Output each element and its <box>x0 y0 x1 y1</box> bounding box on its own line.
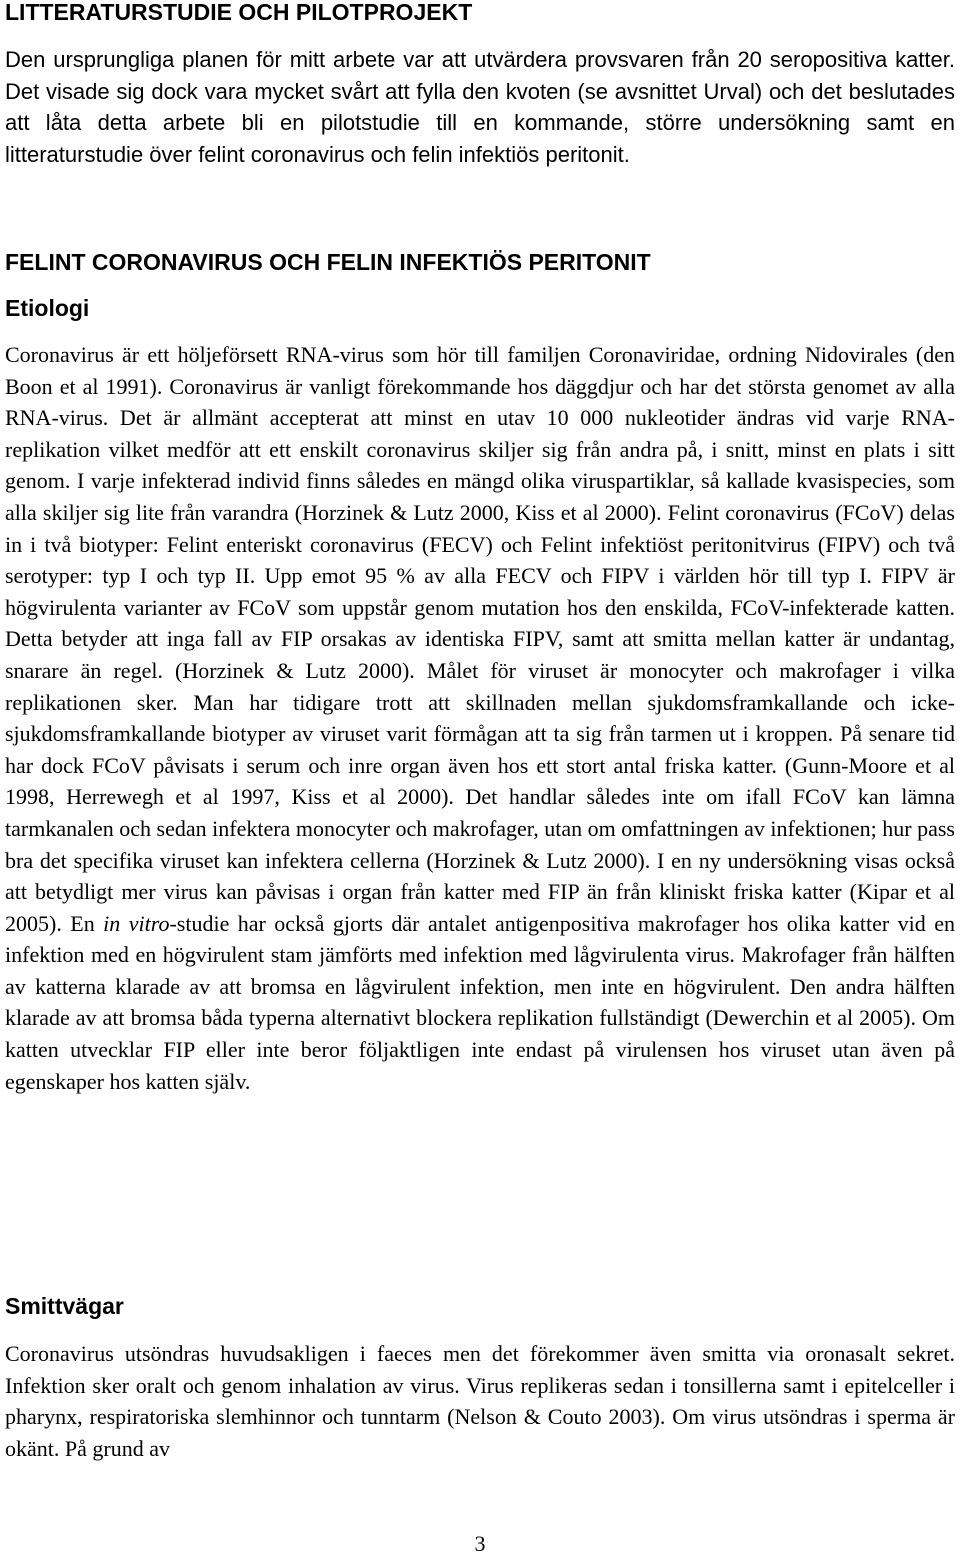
intro-paragraph: Den ursprungliga planen för mitt arbete var att utvärdera provsvaren från 20 seropositiva katter. Det visade sig dock vara mycket svårt att fylla den kvoten (se avsnittet Urval) och det beslutades att låta detta arbete bli en pilotstudie till en kommande, större undersökning samt en litteraturstudie över felint coronavirus och felin infektiös peritonit. <box>5 47 955 167</box>
etiologi-italic-term: in vitro <box>103 910 170 936</box>
etiologi-text-part1: Coronavirus är ett höljeförsett RNA-virus som hör till familjen Coronaviridae, ordning Nidovirales (den Boon et al 1991). Coronavirus är vanligt förekommande hos däggdjur och har det största genomet av alla RNA-virus. Det är allmänt accepterat att minst en utav 10 000 nukleotider ändras vid varje RNA-replikation vilket medför att ett enskilt coronavirus skiljer sig från andra på, i snitt, minst en plats i sitt genom. I varje infekterad individ finns således en mängd olika viruspartiklar, så kallade kvasispecies, som alla skiljer sig lite från varandra (Horzinek & Lutz 2000, Kiss et al 2000). Felint coronavirus (FCoV) delas in i två biotyper: Felint enteriskt coronavirus (FECV) och Felint infektiöst peritonitvirus (FIPV) och två serotyper: typ I och typ II. Upp emot 95 % av alla FECV och FIPV i världen hör till typ I. FIPV är högvirulenta varianter av FCoV som uppstår genom mutation hos den enskilda, FCoV-infekterade katten. Detta betyder att inga fall av FIP orsakas av identiska FIPV, samt att smitta mellan katter är undantag, snarare än regel. (Horzinek & Lutz 2000). Målet för viruset är monocyter och makrofager i vilka replikationen sker. Man har tidigare trott att skillnaden mellan sjukdomsframkallande och icke-sjukdomsframkallande biotyper av viruset varit förmågan att ta sig från tarmen ut i kroppen. På senare tid har dock FCoV påvisats i serum och inre organ även hos ett stort antal friska katter. (Gunn-Moore et al 1998, Herrewegh et al 1997, Kiss et al 2000). Det handlar således inte om ifall FCoV kan lämna tarmkanalen och sedan infektera monocyter och makrofager, utan om omfattningen av infektionen; hur pass bra det specifika viruset kan infektera cellerna (Horzinek & Lutz 2000). I en ny undersökning visas också att betydligt mer virus kan påvisas i organ från katter med FIP än från kliniskt friska katter (Kipar et al 2005). En <box>5 342 955 936</box>
page-number: 3 <box>474 1531 486 1556</box>
etiologi-paragraph <box>5 339 955 1097</box>
etiologi-text-part2: -studie har också gjorts där antalet antigenpositiva makrofager hos olika katter vid en infektion med en högvirulent stam jämförts med infektion med lågvirulenta virus. Makrofager från hälften av katterna klarade av att bromsa en lågvirulent infektion, men inte en högvirulent. Den andra hälften klarade av att bromsa båda typerna alternativt blockera replikation fullständigt (Dewerchin et al 2005). Om katten utvecklar FIP eller inte beror följaktligen inte endast på virulensen hos viruset utan även på egenskaper hos katten själv. <box>5 910 955 1094</box>
subheading-etiologi: Etiologi <box>5 295 90 321</box>
section-heading-litteraturstudie: LITTERATURSTUDIE OCH PILOTPROJEKT <box>5 0 473 25</box>
subheading-smittvagar: Smittvägar <box>5 1293 124 1319</box>
section-heading-felint-coronavirus: FELINT CORONAVIRUS OCH FELIN INFEKTIÖS PERITONIT <box>5 249 651 275</box>
smittvagar-paragraph: Coronavirus utsöndras huvudsakligen i faeces men det förekommer även smitta via oronasalt sekret. Infektion sker oralt och genom inhalation av virus. Virus replikeras sedan i tonsillerna samt i epitelceller i pharynx, respiratoriska slemhinnor och tunntarm (Nelson & Couto 2003). Om virus utsöndras i sperma är okänt. På grund av <box>5 1341 955 1461</box>
